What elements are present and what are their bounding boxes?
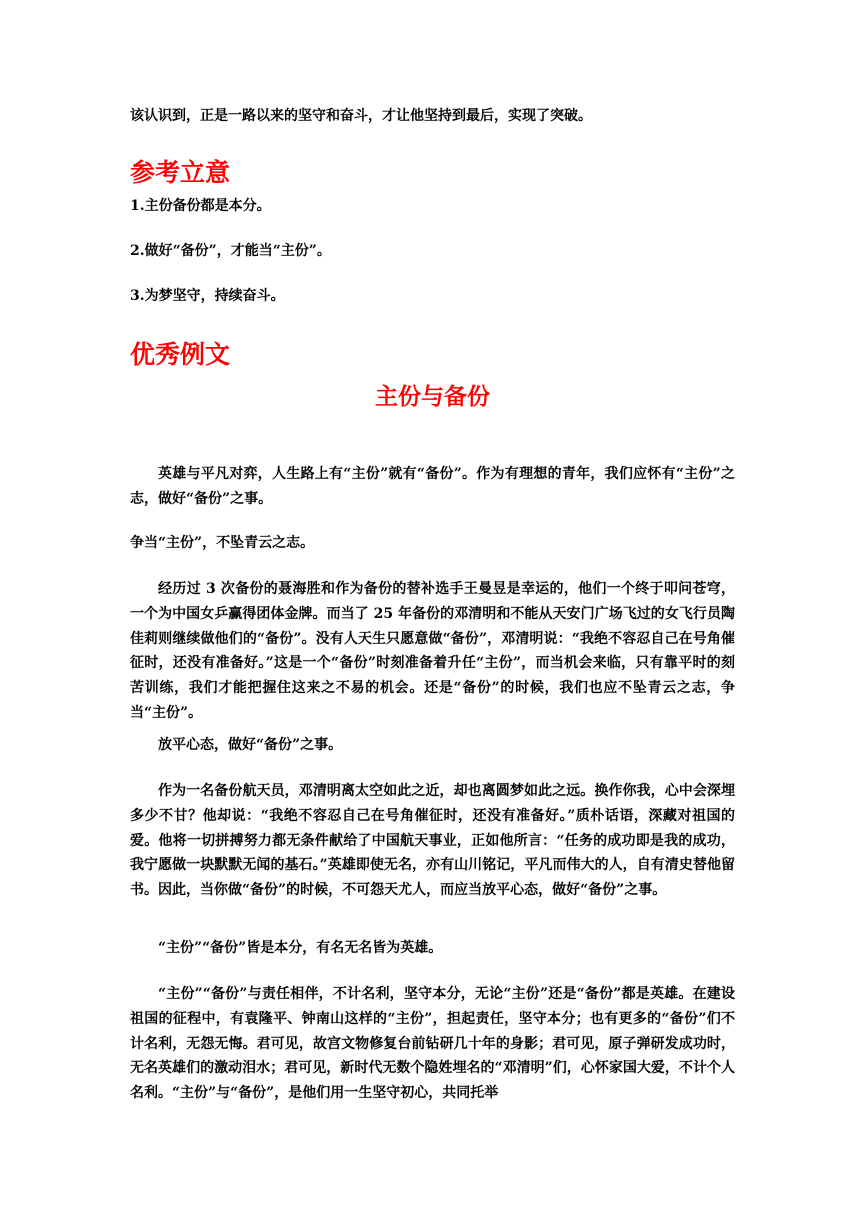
model-essay-heading: 优秀例文: [130, 340, 231, 369]
essay-subheading-2: 放平心态，做好“备份”之事。: [158, 737, 343, 753]
essay-subheading-3: “主份”“备份”皆是本分，有名无名皆为英雄。: [158, 940, 443, 956]
essay-title: 主份与备份: [375, 384, 490, 410]
essay-paragraph-2: 经历过 3 次备份的聂海胜和作为备份的替补选手王曼昱是幸运的，他们一个终于叩问苍穹，一个为中国女乒赢得团体金牌。而当了 25 年备份的邓清明和不能从天安门广场飞过的女飞行员陶佳莉则继续做他们的“备份”。没有人天生只愿意做“备份”，邓清明说：“我绝不容忍自己在号角催征时，还没有准备好。”这是一个“备份”时刻准备着升任“主份”，而当机会来临，只有靠平时的刻苦训练，我们才能把握住这来之不易的机会。还是“备份”的时候，我们也应不坠青云之志，争当“主份”。: [130, 581, 735, 721]
reference-ideas-heading: 参考立意: [130, 158, 231, 187]
essay-paragraph-1: 英雄与平凡对弈，人生路上有“主份”就有“备份”。作为有理想的青年，我们应怀有“主份”之志，做好“备份”之事。: [130, 466, 735, 507]
intro-line: 该认识到，正是一路以来的坚守和奋斗，才让他坚持到最后，实现了突破。: [130, 108, 592, 124]
essay-paragraph-3: 作为一名备份航天员，邓清明离太空如此之近，却也离圆梦如此之远。换作你我，心中会深埋多少不甘？他却说：“我绝不容忍自己在号角催征时，还没有准备好。”质朴话语，深藏对祖国的爱。他将一切拼搏努力都无条件献给了中国航天事业，正如他所言：“任务的成功即是我的成功，我宁愿做一块默默无闻的基石。”英雄即使无名，亦有山川铭记，平凡而伟大的人，自有清史替他留书。因此，当你做“备份”的时候，不可怨天尤人，而应当放平心态，做好“备份”之事。: [130, 783, 735, 899]
idea-item-3: 3.为梦坚守，持续奋斗。: [130, 288, 285, 304]
essay-subheading-1: 争当“主份”，不坠青云之志。: [130, 535, 315, 551]
essay-paragraph-4: “主份”“备份”与责任相伴，不计名利，坚守本分，无论“主份”还是“备份”都是英雄。在建设祖国的征程中，有袁隆平、钟南山这样的“主份”，担起责任，坚守本分；也有更多的“备份”们不计名利，无怨无悔。君可见，故宫文物修复台前钻研几十年的身影；君可见，原子弹研发成功时，无名英雄们的激动泪水；君可见，新时代无数个隐姓埋名的“邓清明”们，心怀家国大爱，不计个人名利。“主份”与“备份”，是他们用一生坚守初心，共同托举: [130, 986, 735, 1102]
idea-item-2: 2.做好“备份”，才能当“主份”。: [130, 243, 331, 259]
idea-item-1: 1.主份备份都是本分。: [130, 198, 271, 214]
